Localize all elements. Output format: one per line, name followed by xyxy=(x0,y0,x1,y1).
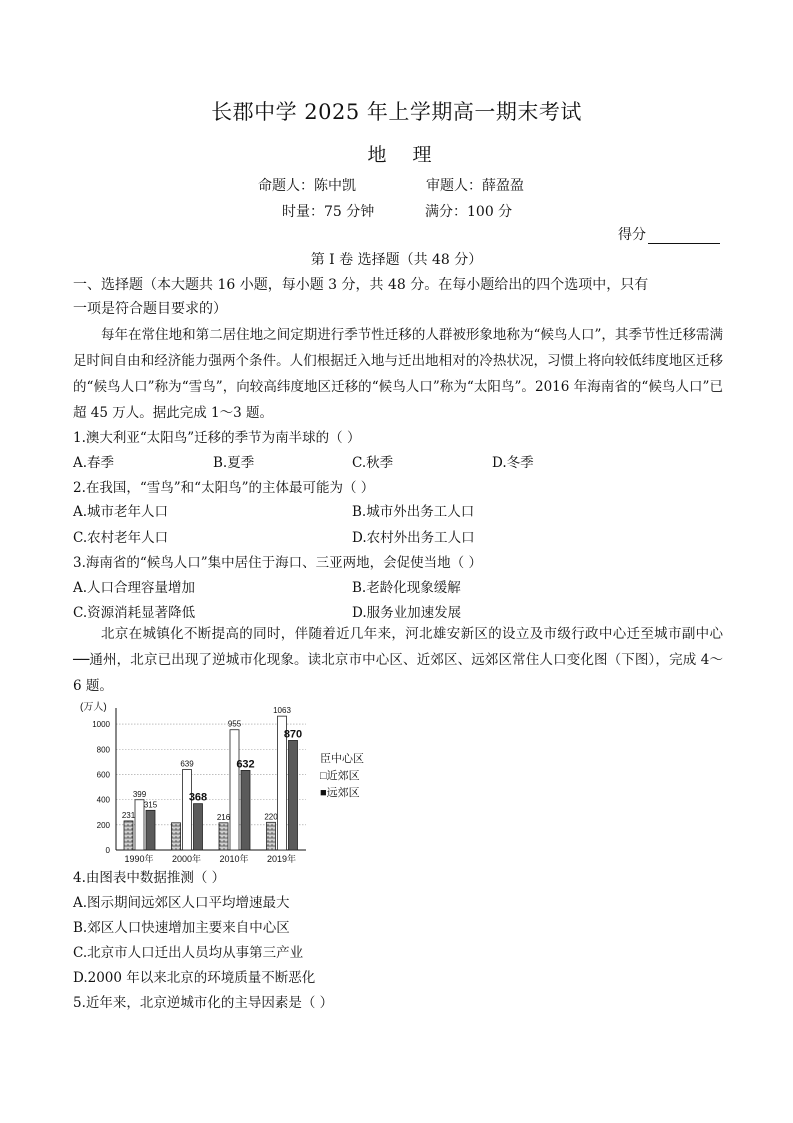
question-3-option-c[interactable]: C.资源消耗显著降低 xyxy=(73,605,196,621)
bar-value-label: 368 xyxy=(188,791,208,804)
question-1-stem: 1.澳大利亚“太阳鸟”迁移的季节为南半球的（ ） xyxy=(73,430,361,446)
bar-value-label: 870 xyxy=(283,728,303,741)
x-tick-label: 2010年 xyxy=(219,854,249,864)
bar-value-label: 955 xyxy=(227,719,242,729)
bar-far-suburb xyxy=(241,770,250,850)
question-1-option-b[interactable]: B.夏季 xyxy=(213,455,255,471)
question-4-option-b[interactable]: B.郊区人口快速增加主要来自中心区 xyxy=(73,920,290,936)
y-tick-label: 400 xyxy=(96,795,110,805)
section-title: 第 I 卷 选择题（共 48 分） xyxy=(310,252,483,268)
bar-value-label: 216 xyxy=(216,812,231,822)
reviewer-label: 审题人：薛盈盈 xyxy=(426,178,524,194)
question-3-option-b[interactable]: B.老龄化现象缓解 xyxy=(352,580,461,596)
instructions-line-1: 一、选择题（本大题共 16 小题，每小题 3 分，共 48 分。在每小题给出的四个选项中，只有 xyxy=(73,277,649,293)
y-tick-label: 0 xyxy=(105,846,110,855)
question-1-option-d[interactable]: D.冬季 xyxy=(492,455,534,471)
question-4-option-a[interactable]: A.图示期间远郊区人口平均增速最大 xyxy=(73,895,290,911)
question-4-option-d[interactable]: D.2000 年以来北京的环境质量不断恶化 xyxy=(73,970,316,986)
score-blank[interactable] xyxy=(648,229,720,244)
setter-label: 命题人：陈中凯 xyxy=(258,178,356,194)
question-3-stem: 3.海南省的“候鸟人口”集中居住于海口、三亚两地，会促使当地（ ） xyxy=(73,555,482,571)
bar-value-label: 1063 xyxy=(273,706,291,716)
bar-value-label: 231 xyxy=(121,810,136,820)
question-2-option-b[interactable]: B.城市外出务工人口 xyxy=(352,504,475,520)
bar-center xyxy=(267,822,276,850)
population-bar-chart xyxy=(78,700,398,870)
x-tick-label: 2000年 xyxy=(171,854,202,864)
subject-title: 地 理 xyxy=(367,144,442,166)
question-5-stem: 5.近年来，北京逆城市化的主导因素是（ ） xyxy=(73,995,334,1011)
y-unit-label: (万人) xyxy=(80,702,107,713)
question-3-option-d[interactable]: D.服务业加速发展 xyxy=(352,605,462,621)
y-tick-label: 800 xyxy=(96,745,110,755)
bar-near-suburb xyxy=(183,770,192,850)
bar-value-label: 220 xyxy=(264,812,278,822)
full-score-label: 满分：100 分 xyxy=(425,204,513,220)
bar-value-label: 315 xyxy=(143,800,158,810)
time-label: 时量：75 分钟 xyxy=(282,204,375,220)
bar-center xyxy=(172,823,181,850)
instructions-line-2: 一项是符合题目要求的） xyxy=(73,301,227,317)
question-2-option-a[interactable]: A.城市老年人口 xyxy=(73,504,169,520)
passage-2: 北京在城镇化不断提高的同时，伴随着近几年来，河北雄安新区的设立及市级行政中心迁至城市副中心──通州，北京已出现了逆城市化现象。读北京市中心区、近郊区、远郊区常住人口变化图（下图），完成 4～6 题。 xyxy=(73,626,723,694)
legend-item: □近郊区 xyxy=(320,770,360,782)
legend-item: 臣中心区 xyxy=(320,753,364,765)
x-tick-label: 1990年 xyxy=(124,854,154,864)
population-chart xyxy=(78,700,398,870)
question-2-stem: 2.在我国，“雪鸟”和“太阳鸟”的主体最可能为（ ） xyxy=(73,480,375,496)
y-tick-label: 1000 xyxy=(92,720,110,730)
score-field[interactable] xyxy=(618,224,720,244)
y-tick-label: 200 xyxy=(96,820,110,830)
bar-value-label: 632 xyxy=(236,758,255,771)
question-4-option-c[interactable]: C.北京市人口迁出人员均从事第三产业 xyxy=(73,945,304,961)
question-2-option-d[interactable]: D.农村外出务工人口 xyxy=(352,530,475,546)
bar-far-suburb xyxy=(146,810,155,850)
question-1-option-c[interactable]: C.秋季 xyxy=(352,455,394,471)
bar-value-label: 399 xyxy=(132,789,147,799)
question-4-stem: 4.由图表中数据推测（ ） xyxy=(73,870,226,886)
legend-item: ■远郊区 xyxy=(320,787,360,799)
score-label: 得分 xyxy=(618,227,646,243)
question-2-option-c[interactable]: C.农村老年人口 xyxy=(73,530,169,546)
bar-center xyxy=(124,821,133,850)
x-tick-label: 2019年 xyxy=(266,854,297,864)
question-3-option-a[interactable]: A.人口合理容量增加 xyxy=(73,580,196,596)
bar-far-suburb xyxy=(289,740,298,850)
bar-value-label: 639 xyxy=(180,759,194,769)
bar-near-suburb xyxy=(135,800,144,850)
bar-center xyxy=(219,823,228,850)
question-1-option-a[interactable]: A.春季 xyxy=(73,455,115,471)
y-tick-label: 600 xyxy=(96,770,110,780)
exam-title: 长郡中学 2025 年上学期高一期末考试 xyxy=(211,100,582,124)
passage-1: 每年在常住地和第二居住地之间定期进行季节性迁移的人群被形象地称为“候鸟人口”，其季节性迁移需满足时间自由和经济能力强两个条件。人们根据迁入地与迁出地相对的冷热状况，习惯上将向较低纬度地区迁移的“候鸟人口”称为“雪鸟”，向较高纬度地区迁移的“候鸟人口”称为“太阳鸟”。2016 年海南省的“候鸟人口”已超 45 万人。据此完成 1～3 题。 xyxy=(73,327,723,421)
bar-near-suburb xyxy=(230,730,239,850)
bar-far-suburb xyxy=(194,804,203,850)
